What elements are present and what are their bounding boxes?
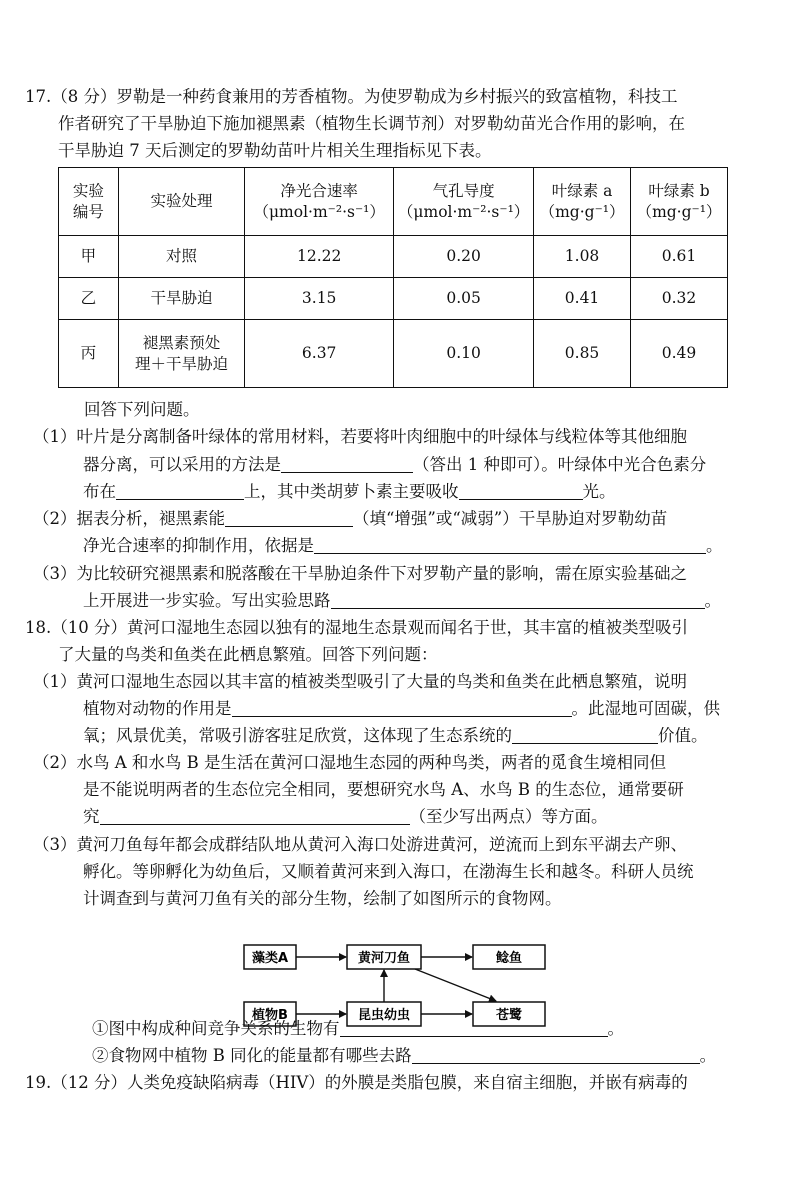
q17-intro-line-2: 作者研究了干旱胁迫下施加褪黑素（植物生长调节剂）对罗勒幼苗光合作用的影响，在 [58, 114, 685, 133]
label-algae-a: 藻类A [251, 951, 289, 966]
q18-p1-line-1: （1）黄河口湿地生态园以其丰富的植被类型吸引了大量的鸟类和鱼类在此栖息繁殖，说明 [33, 672, 687, 691]
answer-blank[interactable] [116, 483, 244, 500]
header-chl-b: 叶绿素 b （mg·g⁻¹） [631, 168, 728, 236]
answer-blank[interactable] [340, 1020, 608, 1037]
header-net-rate: 净光合速率 （μmol·m⁻²·s⁻¹） [245, 168, 394, 236]
q18-sub2: ②食物网中植物 B 同化的能量都有哪些去路 。 [92, 1046, 717, 1065]
q18-intro-line-1: 18.（10 分）黄河口湿地生态园以独有的湿地生态景观而闻名于世，其丰富的植被类型吸引 [25, 618, 688, 637]
table-row: 丙 褪黑素预处 理＋干旱胁迫 6.37 0.10 0.85 0.49 [59, 320, 728, 388]
q18-sub1: ①图中构成种间竞争关系的生物有 。 [92, 1019, 624, 1038]
q18-p2-line-3: 究 （至少写出两点）等方面。 [83, 807, 608, 826]
q18-p2-line-1: （2）水鸟 A 和水鸟 B 是生活在黄河口湿地生态园的两种鸟类，两者的觅食生境相同但 [33, 753, 667, 772]
q19-intro: 19.（12 分）人类免疫缺陷病毒（HIV）的外膜是类脂包膜，来自宿主细胞，并嵌有病毒的 [25, 1073, 688, 1092]
answer-blank[interactable] [225, 510, 353, 527]
data-table [58, 167, 728, 388]
header-treatment: 实验处理 [118, 168, 244, 236]
q18-p1-line-3: 氧；风景优美，常吸引游客驻足欣赏，这体现了生态系统的 价值。 [83, 726, 708, 745]
answer-blank[interactable] [100, 808, 410, 825]
q18-intro-line-2: 了大量的鸟类和鱼类在此栖息繁殖。回答下列问题： [58, 645, 438, 664]
q17-p1-line-2: 器分离，可以采用的方法是 （答出 1 种即可）。叶绿体中光合色素分 [83, 455, 707, 474]
table-header-row [59, 168, 728, 236]
q18-p3-line-2: 孵化。等卵孵化为幼鱼后，又顺着黄河来到入海口，在渤海生长和越冬。科研人员统 [83, 862, 694, 881]
q18-p3-line-1: （3）黄河刀鱼每年都会成群结队地从黄河入海口处游进黄河，逆流而上到东平湖去产卵、 [33, 835, 687, 854]
label-knife-fish: 黄河刀鱼 [357, 951, 411, 966]
label-insect-larva: 昆虫幼虫 [357, 1008, 411, 1023]
table-row: 甲 对照 12.22 0.20 1.08 0.61 [59, 236, 728, 278]
q17-p2-line-1: （2）据表分析，褪黑素能 （填“增强”或“减弱”）干旱胁迫对罗勒幼苗 [33, 509, 668, 528]
answer-blank[interactable] [459, 483, 583, 500]
q17-p1-line-3: 布在 上，其中类胡萝卜素主要吸收 光。 [83, 482, 616, 501]
answer-blank[interactable] [281, 456, 413, 473]
q17-p3-line-1: （3）为比较研究褪黑素和脱落酸在干旱胁迫条件下对罗勒产量的影响，需在原实验基础之 [33, 564, 687, 583]
arrow-fish-to-heron [415, 969, 496, 1001]
header-exp-id: 实验 编号 [59, 168, 119, 236]
q17-intro-line-1: 17.（8 分）罗勒是一种药食兼用的芳香植物。为使罗勒成为乡村振兴的致富植物，科技工 [25, 87, 678, 106]
header-chl-a: 叶绿素 a （mg·g⁻¹） [534, 168, 631, 236]
answer-blank[interactable] [412, 1047, 700, 1064]
answer-blank[interactable] [331, 592, 705, 609]
q18-p3-line-3: 计调查到与黄河刀鱼有关的部分生物，绘制了如图所示的食物网。 [83, 889, 562, 908]
q18-p2-line-2: 是不能说明两者的生态位完全相同，要想研究水鸟 A、水鸟 B 的生态位，通常要研 [83, 780, 684, 799]
answer-prompt: 回答下列问题。 [84, 400, 200, 419]
label-heron: 苍鹭 [495, 1008, 523, 1023]
q17-p3-line-2: 上开展进一步实验。写出实验思路 。 [83, 591, 721, 610]
header-stomata: 气孔导度 （μmol·m⁻²·s⁻¹） [394, 168, 534, 236]
q17-intro-line-3: 干旱胁迫 7 天后测定的罗勒幼苗叶片相关生理指标见下表。 [58, 141, 492, 160]
q17-p1-line-1: （1）叶片是分离制备叶绿体的常用材料，若要将叶肉细胞中的叶绿体与线粒体等其他细胞 [33, 427, 687, 446]
label-catfish: 鲶鱼 [495, 951, 523, 966]
answer-blank[interactable] [512, 727, 658, 744]
answer-blank[interactable] [232, 700, 572, 717]
table-row: 乙 干旱胁迫 3.15 0.05 0.41 0.32 [59, 278, 728, 320]
answer-blank[interactable] [314, 537, 706, 554]
q18-p1-line-2: 植物对动物的作用是 。此湿地可固碳，供 [83, 699, 720, 718]
q17-p2-line-2: 净光合速率的抑制作用，依据是 。 [83, 536, 723, 555]
label-plant-b: 植物B [252, 1008, 288, 1023]
